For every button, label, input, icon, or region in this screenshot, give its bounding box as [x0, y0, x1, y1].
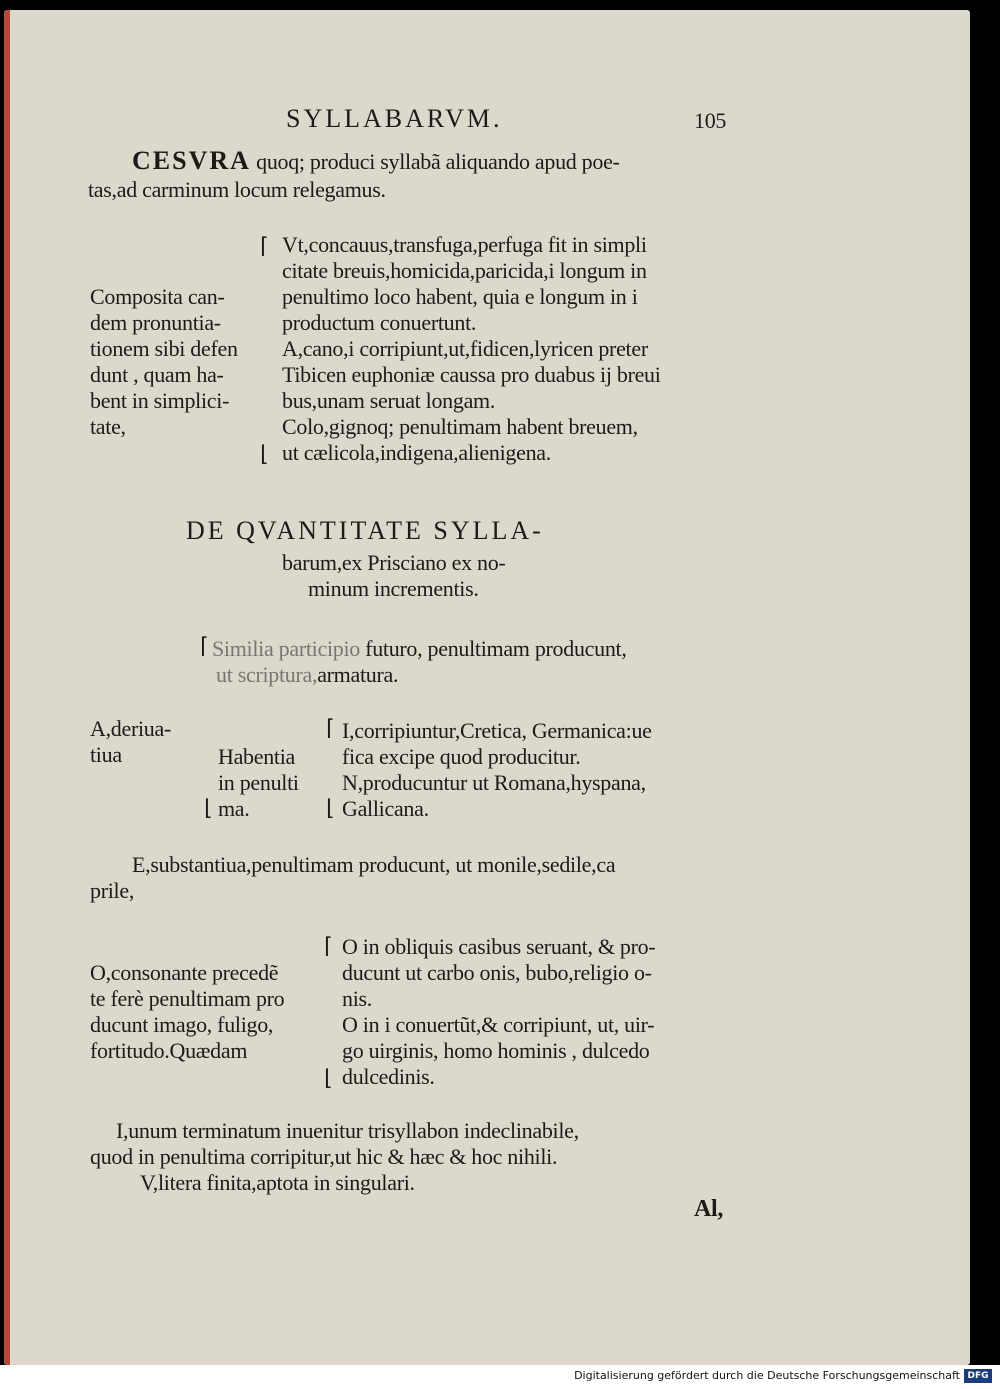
o-consonante-right-line: O in obliquis casibus seruant, & pro-: [342, 934, 656, 959]
composita-right-line: Colo,gignoq; penultimam habent breuem,: [282, 414, 638, 439]
o-consonante-right-line: nis.: [342, 986, 372, 1011]
section-heading-line-1: DE QVANTITATE SYLLA-: [186, 516, 544, 545]
deriuatiua-right-line: Gallicana.: [342, 796, 429, 821]
i-paragraph-line-1: I,unum terminatum inuenitur trisyllabon indeclinabile,: [116, 1118, 579, 1143]
similia-text: armatura.: [317, 662, 399, 687]
o-consonante-right-line: ducunt ut carbo onis, bubo,religio o-: [342, 960, 652, 985]
habentia-line: in penulti: [218, 770, 299, 795]
habentia-line: ma.: [218, 796, 250, 821]
o-consonante-left-line: ducunt imago, fuligo,: [90, 1012, 274, 1037]
brace-o-top-icon: ⌈: [324, 934, 333, 959]
composita-left-line: tate,: [90, 414, 126, 439]
catchword: Al,: [694, 1196, 724, 1222]
composita-left-line: Composita can-: [90, 284, 225, 309]
similia-line-2: [216, 662, 398, 688]
e-paragraph-line-1: E,substantiua,penultimam producunt, ut monile,sedile,ca: [132, 852, 616, 877]
composita-right-line: citate breuis,homicida,paricida,i longum in: [282, 258, 647, 283]
section-heading-line-3: minum incrementis.: [308, 576, 479, 601]
brace-similia-icon: ⌈: [200, 634, 209, 659]
brace-bottom-icon: ⌊: [260, 442, 269, 467]
similia-faded-text: ut scriptura,: [216, 662, 318, 687]
brace-o-bottom-icon: ⌊: [324, 1066, 333, 1091]
cesura-line-1: [132, 148, 620, 175]
cesura-text: quoq; produci syllabã aliquando apud poe-: [250, 149, 620, 174]
book-page: [4, 10, 970, 1365]
deriuatiua-right-line: N,producuntur ut Romana,hyspana,: [342, 770, 646, 795]
composita-right-line: Tibicen euphoniæ caussa pro duabus ij breui: [282, 362, 661, 387]
o-consonante-left-line: O,consonante precedẽ: [90, 960, 279, 985]
deriuatiua-left-line: tiua: [90, 742, 122, 767]
o-consonante-left-line: fortitudo.Quædam: [90, 1038, 248, 1063]
footer-bar: [0, 1365, 1000, 1389]
similia-text: futuro, penultimam producunt,: [359, 636, 627, 661]
o-consonante-right-line: O in i conuertũt,& corripiunt, ut, uir-: [342, 1012, 655, 1037]
v-paragraph-line-1: V,litera finita,aptota in singulari.: [140, 1170, 415, 1195]
similia-faded-text: Similia participio: [212, 636, 360, 661]
o-consonante-right-line: go uirginis, homo hominis , dulcedo: [342, 1038, 650, 1063]
composita-right-line: Vt,concauus,transfuga,perfuga fit in simpli: [282, 232, 647, 257]
cesura-line-2: tas,ad carminum locum relegamus.: [88, 177, 386, 202]
deriuatiua-right-line: I,corripiuntur,Cretica, Germanica:ue: [342, 718, 652, 743]
footer-credit: Digitalisierung gefördert durch die Deutsche Forschungsgemeinschaft: [574, 1369, 960, 1382]
composita-right-line: penultimo loco habent, quia e longum in i: [282, 284, 638, 309]
brace-top-icon: ⌈: [260, 234, 269, 259]
composita-left-line: bent in simplici-: [90, 388, 230, 413]
e-paragraph-line-2: prile,: [90, 878, 135, 903]
brace-deriuatiua-bottom-icon: ⌊: [326, 796, 335, 821]
page-spine: [4, 10, 10, 1365]
composita-right-line: ut cælicola,indigena,alienigena.: [282, 440, 551, 465]
running-title: SYLLABARVM.: [286, 104, 503, 133]
i-paragraph-line-2: quod in penultima corripitur,ut hic & hæc & hoc nihili.: [90, 1144, 558, 1169]
composita-left-line: tionem sibi defen: [90, 336, 238, 361]
o-consonante-left-line: te ferè penultimam pro: [90, 986, 285, 1011]
brace-deriuatiua-top-icon: ⌈: [326, 716, 335, 741]
composita-right-line: bus,unam seruat longam.: [282, 388, 496, 413]
cesura-lead: CESVRA: [132, 146, 251, 175]
o-consonante-right-line: dulcedinis.: [342, 1064, 435, 1089]
deriuatiua-left-line: A,deriua-: [90, 716, 171, 741]
dfg-logo: DFG: [964, 1369, 992, 1383]
composita-right-line: productum conuertunt.: [282, 310, 477, 335]
habentia-line: Habentia: [218, 744, 296, 769]
deriuatiua-right-line: fica excipe quod producitur.: [342, 744, 581, 769]
section-heading-line-2: barum,ex Prisciano ex no-: [282, 550, 506, 575]
composita-left-line: dem pronuntia-: [90, 310, 221, 335]
composita-right-line: A,cano,i corripiunt,ut,fidicen,lyricen preter: [282, 336, 648, 361]
similia-line-1: [212, 636, 627, 662]
page-number: 105: [694, 108, 727, 133]
composita-left-line: dunt , quam ha-: [90, 362, 224, 387]
brace-habentia-icon: ⌊: [204, 796, 213, 821]
